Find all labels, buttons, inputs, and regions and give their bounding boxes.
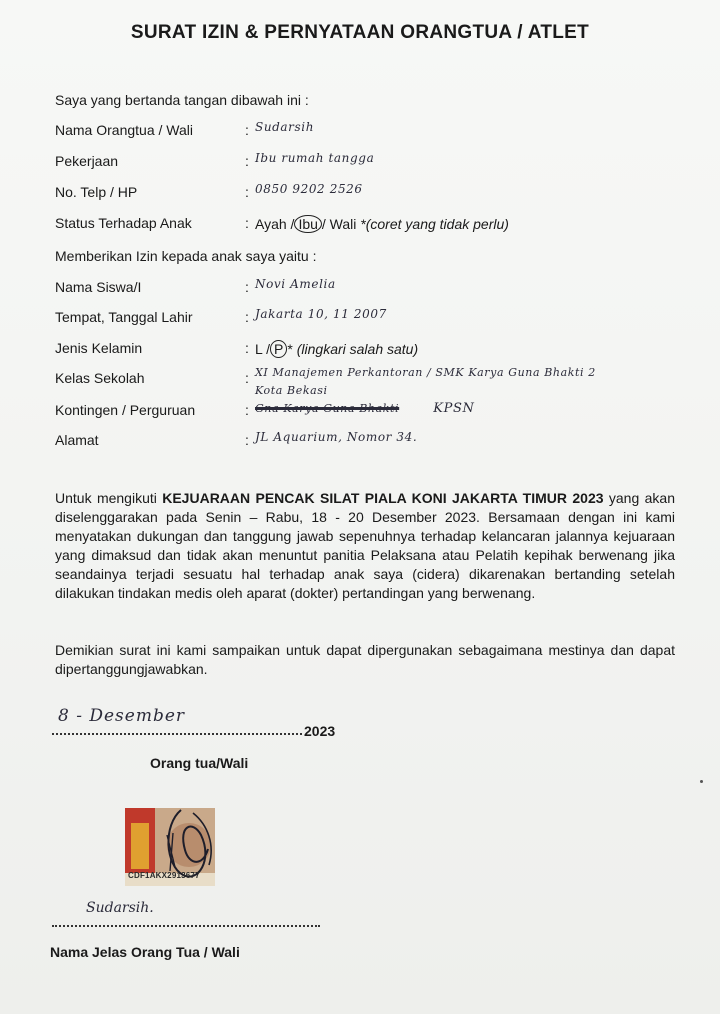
stamp-serial: CDF1AKX2913677	[128, 871, 200, 880]
handwritten-name: Sudarsih.	[86, 900, 154, 916]
field-row-contingent: Kontingen / Perguruan : Gna Karya Guna Bhakti KPSN	[55, 401, 475, 418]
struck-text: Gna Karya Guna Bhakti	[255, 402, 400, 415]
field-label: Jenis Kelamin	[55, 340, 143, 356]
field-label: Tempat, Tanggal Lahir	[55, 309, 193, 325]
instruction-note: *(coret yang tidak perlu)	[360, 216, 509, 232]
field-row-phone: No. Telp / HP : 0850 9202 2526	[55, 182, 363, 200]
circled-choice: P	[270, 340, 287, 358]
field-value-gender: L / P * (lingkari salah satu)	[255, 341, 419, 357]
field-value-status: Ayah / Ibu / Wali *(coret yang tidak perlu)	[255, 216, 509, 232]
field-label: Kelas Sekolah	[55, 370, 145, 386]
letter-title: SURAT IZIN & PERNYATAAN ORANGTUA / ATLET	[130, 22, 590, 43]
field-row-class: Kelas Sekolah : XI Manajemen Perkantoran / SMK Karya Guna Bhakti 2 Kota Bekasi	[55, 366, 596, 397]
field-row-status: Status Terhadap Anak : Ayah / Ibu / Wali *(coret yang tidak perlu)	[55, 215, 509, 232]
field-label: Nama Siswa/I	[55, 279, 142, 295]
field-label: Pekerjaan	[55, 153, 119, 169]
section-label: Memberikan Izin kepada anak saya yaitu :	[55, 248, 317, 264]
field-value-phone: 0850 9202 2526	[255, 182, 363, 196]
field-row-parent-name: Nama Orangtua / Wali : Sudarsih	[55, 120, 315, 138]
name-dotted-line	[52, 925, 320, 927]
field-label: Status Terhadap Anak	[55, 215, 192, 231]
instruction-note: (lingkari salah satu)	[296, 341, 419, 357]
field-row-occupation: Pekerjaan : Ibu rumah tangga	[55, 151, 375, 169]
field-value-birth: Jakarta 10, 11 2007	[255, 307, 387, 321]
handwritten-date: 8 - Desember	[58, 706, 186, 726]
field-label: Alamat	[55, 432, 99, 448]
intro-line: Saya yang bertanda tangan dibawah ini :	[55, 92, 309, 108]
field-value-class-line2: Kota Bekasi	[255, 384, 328, 397]
date-year: 2023	[304, 723, 336, 739]
closing-paragraph: Demikian surat ini kami sampaikan untuk dapat dipergunakan sebagaimana mestinya dan dapat dipertanggungjawabkan.	[55, 642, 675, 677]
statement-paragraph: Untuk mengikuti KEJUARAAN PENCAK SILAT PIALA KONI JAKARTA TIMUR 2023 yang akan diselenggarakan pada Senin – Rabu, 18 - 20 Desember 2023. Bersamaan dengan ini kami menyatakan dukungan dan tanggung jawab sepenuhnya terhadap kelancaran jalannya kejuaraan yang dimaksud dan tidak akan menuntut panitia Pelaksana atau Pelatih kepihak berwenang jika seandainya terjadi sesuatu hal terhadap anak saya (cidera) dikarenakan bertanding setelah dilakukan tindakan medis oleh aparat (dokter) pertandingan yang berwenang.	[55, 490, 675, 601]
circled-choice: Ibu	[294, 215, 321, 233]
field-row-gender: Jenis Kelamin : L / P * (lingkari salah satu)	[55, 340, 419, 357]
field-row-birth: Tempat, Tanggal Lahir : Jakarta 10, 11 2007	[55, 307, 387, 325]
field-value-student-name: Novi Amelia	[255, 277, 336, 291]
field-value-occupation: Ibu rumah tangga	[255, 151, 375, 165]
field-value-address: JL Aquarium, Nomor 34.	[255, 430, 418, 444]
field-label: Nama Orangtua / Wali	[55, 122, 193, 138]
field-label: No. Telp / HP	[55, 184, 138, 200]
field-row-address: Alamat : JL Aquarium, Nomor 34.	[55, 430, 418, 448]
date-dotted-line	[52, 733, 302, 735]
signature-role-label: Orang tua/Wali	[150, 755, 249, 771]
field-label: Kontingen / Perguruan	[55, 402, 196, 418]
field-value-parent-name: Sudarsih	[255, 120, 315, 134]
field-value-contingent: KPSN	[433, 401, 475, 416]
field-row-student-name: Nama Siswa/I : Novi Amelia	[55, 277, 336, 295]
margin-mark	[700, 780, 703, 783]
full-name-label: Nama Jelas Orang Tua / Wali	[50, 944, 240, 960]
event-name: KEJUARAAN PENCAK SILAT PIALA KONI JAKARTA TIMUR 2023	[162, 490, 604, 506]
field-value-class-line1: XI Manajemen Perkantoran / SMK Karya Guna Bhakti 2	[255, 366, 596, 379]
